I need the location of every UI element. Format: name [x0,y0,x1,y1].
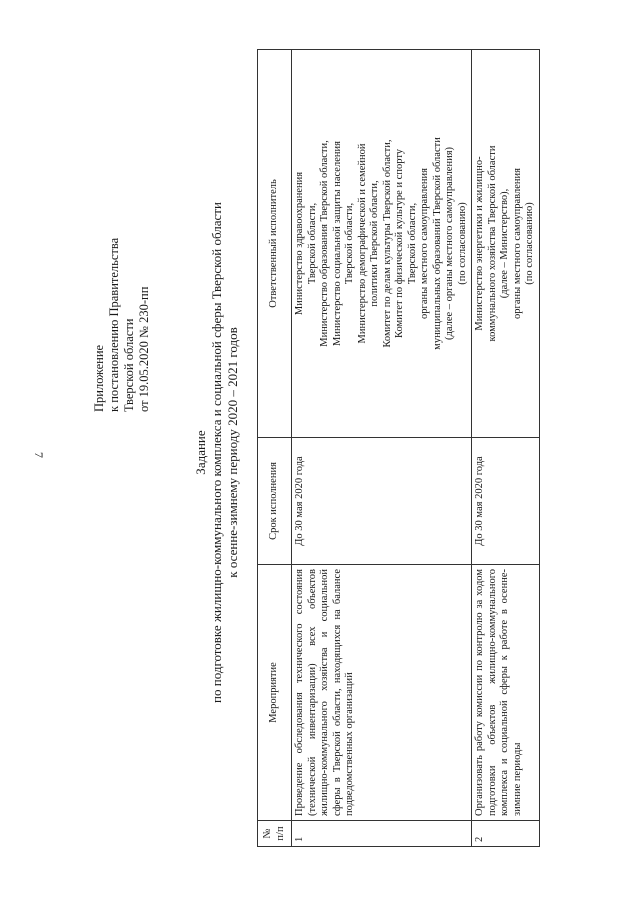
header-action: Мероприятие [258,565,292,821]
header-num: № п/п [258,821,292,847]
row-action: Проведение обследования технического состояния (технической инвентаризации) всех объектов жилищно-коммунального хозяйства и социальной сферы в Тверской области, находящихся на балансе подведомственных организаций [292,565,472,821]
appendix-line: Приложение [92,344,106,412]
appendix-reference [92,152,152,412]
row-responsible: Министерство энергетики и жилищно- коммунального хозяйства Тверской области (далее – Министерство), органы местного самоуправления (по согласованию) [472,50,540,438]
table-row [292,50,472,847]
row-deadline: До 30 мая 2020 года [292,438,472,565]
table-row [472,50,540,847]
title-line: по подготовке жилищно-коммунального комплекса и социальной сферы Тверской области [209,202,224,703]
row-num: 1 [292,821,472,847]
row-responsible: Министерство здравоохранения Тверской области, Министерство образования Тверской области, Министерство социальной защиты населения Тверской области, Министерство демографической и семейной политики Тверской области, Комитет по делам культуры Тверской области, Комитет по физической культуре и спорту Тверской области, органы местного самоуправления муниципальных образований Тверской области (далее – органы местного самоуправления) (по согласованию) [292,50,472,438]
appendix-line: к постановлению Правительства [107,237,121,412]
title-line: к осенне-зимнему периоду 2020 – 2021 годов [225,327,240,578]
table-header-row [258,50,292,847]
appendix-line: от 19.05.2020 № 230-пп [137,286,151,412]
appendix-line: Тверской области [122,318,136,412]
row-deadline: До 30 мая 2020 года [472,438,540,565]
document-title [193,0,241,905]
title-heading: Задание [193,430,208,475]
tasks-table [257,49,540,847]
row-action: Организовать работу комиссии по контролю за ходом подготовки объектов жилищно-коммунального комплекса и социальной сферы к работе в осенне-зимние периоды [472,565,540,821]
header-deadline: Срок исполнения [258,438,292,565]
page-number: 7 [32,452,46,458]
header-responsible: Ответственный исполнитель [258,50,292,438]
row-num: 2 [472,821,540,847]
